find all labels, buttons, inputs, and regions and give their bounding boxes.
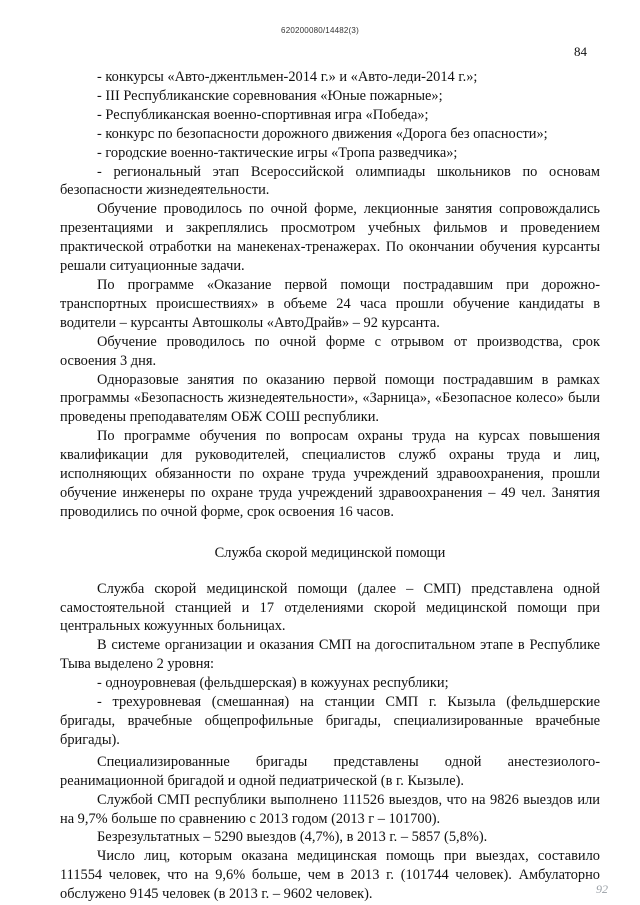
list-item: - конкурсы «Авто-джентльмен-2014 г.» и «Авто-леди-2014 г.»; [97, 69, 478, 85]
paragraph: Обучение проводилось по очной форме, лекционные занятия сопровождались презентациями и закреплялись просмотром учебных фильмов и проведением практической отработки на манекенах-тренажерах. По окончании обучения курсанты решали ситуационные задачи. [60, 201, 600, 275]
section-heading: Служба скорой медицинской помощи [214, 544, 446, 561]
paragraph: По программе обучения по вопросам охраны труда на курсах повышения квалификации для руководителей, специалистов служб охраны труда и лиц, исполняющих обязанности по охране труда учреждений здравоохранения, прошли обучение инженеры по охране труда учреждений здравоохранения – 49 чел. Занятия проводились по очной форме, срок освоения 16 часов. [60, 428, 600, 520]
list-item: - конкурс по безопасности дорожного движения «Дорога без опасности»; [97, 125, 548, 142]
list-item: - III Республиканские соревнования «Юные пожарные»; [97, 87, 443, 104]
list-item: - региональный этап Всероссийской олимпиады школьников по основам безопасности жизнедеятельности. [60, 163, 600, 199]
paragraph: Обучение проводилось по очной форме с отрывом от производства, срок освоения 3 дня. [60, 333, 600, 369]
paragraph: Службой СМП республики выполнено 111526 выездов, что на 9826 выездов или на 9,7% больше по сравнению с 2013 годом (2013 г – 101700). [60, 791, 600, 827]
corner-page-mark: 92 [596, 882, 608, 896]
list-item: - Республиканская военно-спортивная игра «Победа»; [97, 106, 429, 123]
paragraph: Число лиц, которым оказана медицинская помощь при выездах, составило 111554 человек, что на 9,6% больше, чем в 2013 г. (101744 человек). Амбулаторно обслужено 9145 человек (в 2013 г. – 9602 человек). [60, 848, 600, 903]
paragraph: Безрезультатных – 5290 выездов (4,7%), в 2013 г. – 5857 (5,8%). [97, 829, 488, 846]
document-body [60, 68, 600, 904]
paragraph: Служба скорой медицинской помощи (далее – СМП) представлена одной самостоятельной станцией и 17 отделениями скорой медицинской помощи при центральных кожуунных больницах. [60, 580, 600, 635]
page-number: 84 [574, 44, 587, 59]
list-item: - трехуровневая (смешанная) на станции СМП г. Кызыла (фельдшерские бригады, врачебные общепрофильные бригады, специализированные врачебные бригады). [60, 694, 600, 748]
list-item: - городские военно-тактические игры «Тропа разведчика»; [97, 144, 458, 161]
paragraph: По программе «Оказание первой помощи пострадавшим при дорожно-транспортных происшествиях» в объеме 24 часа прошли обучение кандидаты в водители – курсанты Автошколы «АвтоДрайв» – 92 курсанта. [60, 276, 600, 331]
document-id: 620200080/14482(3) [281, 26, 359, 35]
paragraph: Специализированные бригады представлены одной анестезиолого-реанимационной бригадой и одной педиатрической (в г. Кызыле). [60, 753, 600, 789]
list-item: - одноуровневая (фельдшерская) в кожуунах республики; [97, 675, 449, 692]
paragraph: В системе организации и оказания СМП на догоспитальном этапе в Республике Тыва выделено 2 уровня: [60, 637, 600, 673]
paragraph: Одноразовые занятия по оказанию первой помощи пострадавшим в рамках программы «Безопасность жизнедеятельности», «Зарница», «Безопасное колесо» были проведены преподавателям ОБЖ СОШ республики. [60, 371, 600, 426]
